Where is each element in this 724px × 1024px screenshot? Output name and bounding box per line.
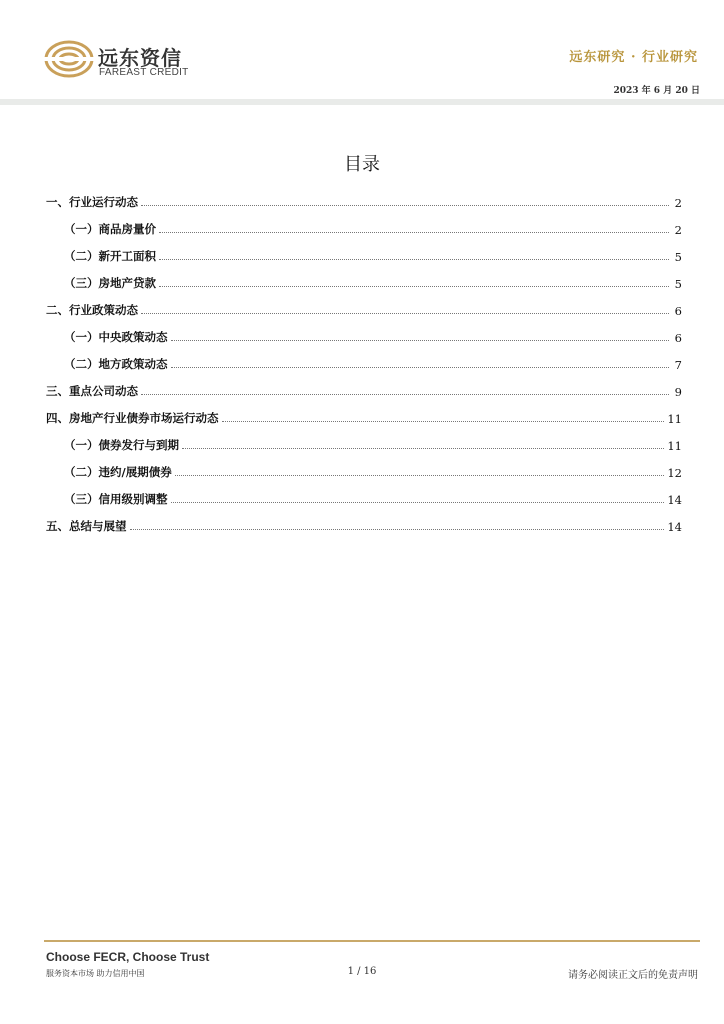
toc-item-page: 14 [667, 493, 682, 507]
toc-item[interactable] [46, 291, 682, 318]
toc-item-page: 9 [674, 385, 682, 399]
report-series: 远东研究 · 行业研究 [569, 50, 698, 65]
toc-item[interactable] [46, 399, 682, 426]
toc-item-page: 2 [674, 196, 682, 210]
fareast-credit-logo-icon [44, 40, 94, 78]
toc-leader [159, 259, 669, 260]
toc-leader [222, 421, 665, 422]
brand-name-en: FAREAST CREDIT [99, 67, 189, 78]
toc-item-label: （一）中央政策动态 [64, 330, 168, 344]
toc-item[interactable] [46, 453, 682, 480]
toc-leader [130, 529, 665, 530]
toc-item[interactable] [46, 345, 682, 372]
toc-leader [171, 340, 670, 341]
toc-leader [159, 232, 669, 233]
toc-item[interactable] [46, 426, 682, 453]
toc-item-page: 2 [674, 223, 682, 237]
toc-item-label: 一、行业运行动态 [46, 195, 138, 209]
toc-item-page: 12 [667, 466, 682, 480]
toc-item[interactable] [46, 183, 682, 210]
toc-item-page: 5 [674, 250, 682, 264]
toc-item-label: （二）新开工面积 [64, 249, 156, 263]
header-divider [0, 99, 724, 105]
toc-leader [171, 367, 670, 368]
toc-item[interactable] [46, 264, 682, 291]
toc-leader [141, 313, 669, 314]
toc-item[interactable] [46, 318, 682, 345]
toc-item-label: 五、总结与展望 [46, 519, 127, 533]
toc-item-label: （二）地方政策动态 [64, 357, 168, 371]
toc-leader [141, 394, 669, 395]
page-header [0, 0, 724, 108]
toc-item[interactable] [46, 480, 682, 507]
toc-item[interactable] [46, 237, 682, 264]
footer-slogan-en: Choose FECR, Choose Trust [46, 950, 210, 964]
table-of-contents [46, 183, 682, 534]
footer-slogan-cn: 服务资本市场 助力信用中国 [46, 969, 145, 978]
toc-title: 目录 [344, 154, 380, 175]
toc-leader [141, 205, 669, 206]
page-number: 1 / 16 [347, 966, 377, 977]
toc-item-page: 6 [674, 304, 682, 318]
brand-name-cn: 远东资信 [98, 46, 182, 70]
toc-item-page: 6 [674, 331, 682, 345]
footer-disclaimer: 请务必阅读正文后的免责声明 [568, 970, 698, 981]
toc-leader [182, 448, 664, 449]
toc-leader [171, 502, 665, 503]
toc-item-label: 三、重点公司动态 [46, 384, 138, 398]
toc-item[interactable] [46, 507, 682, 534]
toc-item-page: 7 [674, 358, 682, 372]
toc-item-page: 11 [667, 439, 682, 453]
toc-leader [175, 475, 665, 476]
toc-item-page: 5 [674, 277, 682, 291]
toc-item-page: 11 [667, 412, 682, 426]
toc-item-label: （一）债券发行与到期 [64, 438, 179, 452]
toc-item-label: 二、行业政策动态 [46, 303, 138, 317]
report-date: 2023 年 6 月 20 日 [613, 86, 700, 96]
toc-item-label: （一）商品房量价 [64, 222, 156, 236]
footer-divider [44, 940, 700, 942]
toc-item-label: （三）房地产贷款 [64, 276, 156, 290]
toc-item[interactable] [46, 372, 682, 399]
toc-item-label: （二）违约/展期债券 [64, 465, 172, 479]
toc-item[interactable] [46, 210, 682, 237]
toc-item-label: （三）信用级别调整 [64, 492, 168, 506]
toc-item-label: 四、房地产行业债券市场运行动态 [46, 411, 219, 425]
toc-leader [159, 286, 669, 287]
toc-item-page: 14 [667, 520, 682, 534]
